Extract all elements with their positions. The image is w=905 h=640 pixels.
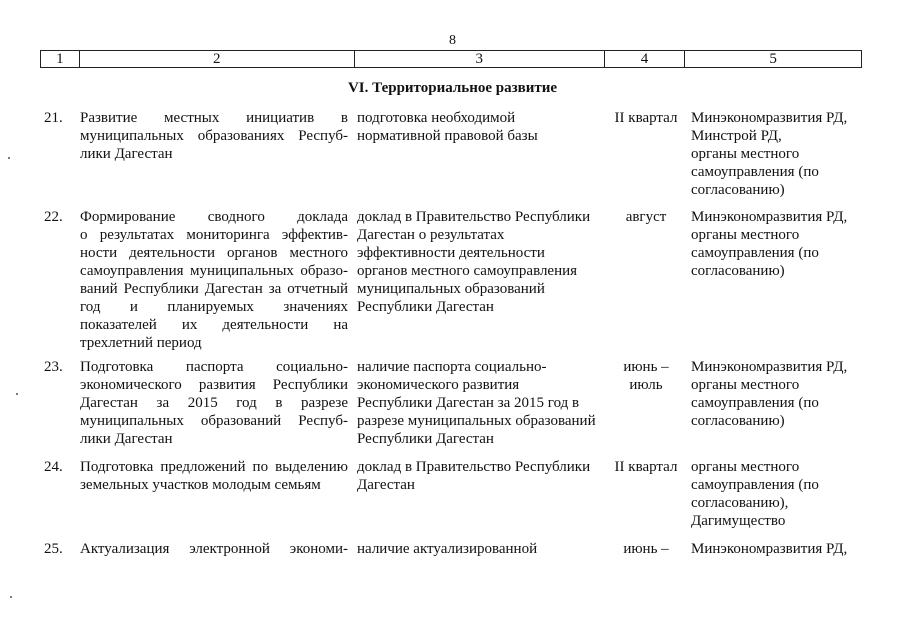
result-line: Республики Дагестан bbox=[357, 431, 494, 447]
row-number: 25. bbox=[44, 541, 63, 557]
scan-speck bbox=[8, 157, 10, 159]
result-line: доклад в Правительство Республики bbox=[357, 459, 591, 475]
column-header-1: 1 bbox=[41, 51, 80, 68]
row-number: 22. bbox=[44, 209, 63, 225]
activity-cell bbox=[80, 540, 348, 558]
scan-speck bbox=[10, 596, 12, 598]
executor-line: органы местного bbox=[691, 459, 800, 475]
result-line: Дагестан bbox=[357, 477, 415, 493]
activity-line: ности деятельности органов местного bbox=[80, 245, 348, 261]
executor-line: Минэкономразвития РД, bbox=[691, 541, 848, 557]
result-line: Республики Дагестан bbox=[357, 299, 494, 315]
activity-line: Развитие местных инициатив в bbox=[80, 110, 348, 126]
result-line: доклад в Правительство Республики bbox=[357, 209, 591, 225]
activity-line: самоуправления муниципальных образо- bbox=[80, 263, 348, 279]
activity-line: Дагестан за 2015 год в разрезе bbox=[80, 395, 348, 411]
row-number: 21. bbox=[44, 110, 63, 126]
executor-line: согласованию) bbox=[691, 182, 785, 198]
term-cell bbox=[606, 540, 686, 558]
executor-line: самоуправления (по bbox=[691, 477, 819, 493]
executor-cell bbox=[691, 208, 866, 280]
term-cell bbox=[606, 208, 686, 226]
executor-line: органы местного bbox=[691, 227, 800, 243]
activity-line: экономического развития Республики bbox=[80, 377, 348, 393]
activity-cell bbox=[80, 358, 348, 448]
result-cell bbox=[357, 109, 607, 145]
activity-line: год и планируемых значениях bbox=[80, 299, 348, 315]
activity-line: лики Дагестан bbox=[80, 146, 173, 162]
column-header-table bbox=[40, 50, 862, 68]
executor-line: органы местного bbox=[691, 146, 800, 162]
result-line: муниципальных образований bbox=[357, 281, 545, 297]
term-cell bbox=[606, 458, 686, 476]
activity-line: о результатах мониторинга эффектив- bbox=[80, 227, 348, 243]
result-line: наличие паспорта социально- bbox=[357, 359, 547, 375]
page-number: 8 bbox=[449, 33, 456, 48]
result-line: подготовка необходимой bbox=[357, 110, 516, 126]
executor-line: самоуправления (по bbox=[691, 245, 819, 261]
executor-line: Минэкономразвития РД, bbox=[691, 110, 848, 126]
executor-cell bbox=[691, 458, 866, 530]
column-header-4: 4 bbox=[604, 51, 684, 68]
activity-line: муниципальных образованиях Респуб- bbox=[80, 128, 348, 144]
column-header-2: 2 bbox=[79, 51, 354, 68]
column-header-5: 5 bbox=[685, 51, 862, 68]
executor-line: Минстрой РД, bbox=[691, 128, 782, 144]
result-line: Республики Дагестан за 2015 год в bbox=[357, 395, 580, 411]
executor-cell bbox=[691, 358, 866, 430]
result-line: нормативной правовой базы bbox=[357, 128, 538, 144]
term-cell bbox=[606, 358, 686, 394]
column-header-3: 3 bbox=[354, 51, 604, 68]
activity-line: Актуализация электронной экономи- bbox=[80, 541, 348, 557]
activity-line: муниципальных образований Респуб- bbox=[80, 413, 348, 429]
result-cell bbox=[357, 458, 607, 494]
term-line: II квартал bbox=[614, 110, 678, 126]
term-line: июнь – bbox=[623, 541, 669, 557]
activity-line: Формирование сводного доклада bbox=[80, 209, 348, 225]
result-cell bbox=[357, 358, 607, 448]
activity-line: показателей их деятельности на bbox=[80, 317, 348, 333]
activity-line: ваний Республики Дагестан за отчетный bbox=[80, 281, 348, 297]
row-number: 23. bbox=[44, 359, 63, 375]
activity-cell bbox=[80, 109, 348, 163]
activity-line: лики Дагестан bbox=[80, 431, 173, 447]
result-line: Дагестан о результатах bbox=[357, 227, 505, 243]
result-cell bbox=[357, 208, 607, 316]
term-cell bbox=[606, 109, 686, 127]
activity-line: земельных участков молодым семьям bbox=[80, 477, 321, 493]
result-cell bbox=[357, 540, 607, 558]
term-line: II квартал bbox=[614, 459, 678, 475]
executor-line: самоуправления (по bbox=[691, 164, 819, 180]
executor-line: Минэкономразвития РД, bbox=[691, 209, 848, 225]
activity-cell bbox=[80, 208, 348, 352]
term-line: июль bbox=[629, 377, 663, 393]
executor-line: самоуправления (по bbox=[691, 395, 819, 411]
executor-line: Минэкономразвития РД, bbox=[691, 359, 848, 375]
activity-line: Подготовка паспорта социально- bbox=[80, 359, 348, 375]
executor-cell bbox=[691, 109, 866, 199]
activity-cell bbox=[80, 458, 348, 494]
section-title: VI. Территориальное развитие bbox=[347, 80, 558, 96]
executor-line: Дагимущество bbox=[691, 513, 786, 529]
executor-line: согласованию) bbox=[691, 263, 785, 279]
executor-line: органы местного bbox=[691, 377, 800, 393]
term-line: август bbox=[625, 209, 667, 225]
scan-speck bbox=[16, 393, 18, 395]
executor-line: согласованию), bbox=[691, 495, 789, 511]
executor-line: согласованию) bbox=[691, 413, 785, 429]
result-line: наличие актуализированной bbox=[357, 541, 538, 557]
result-line: экономического развития bbox=[357, 377, 520, 393]
term-line: июнь – bbox=[623, 359, 669, 375]
activity-line: трехлетний период bbox=[80, 335, 202, 351]
result-line: органов местного самоуправления bbox=[357, 263, 578, 279]
executor-cell bbox=[691, 540, 866, 558]
row-number: 24. bbox=[44, 459, 63, 475]
result-line: эффективности деятельности bbox=[357, 245, 545, 261]
activity-line: Подготовка предложений по выделению bbox=[80, 459, 348, 475]
result-line: разрезе муниципальных образований bbox=[357, 413, 596, 429]
